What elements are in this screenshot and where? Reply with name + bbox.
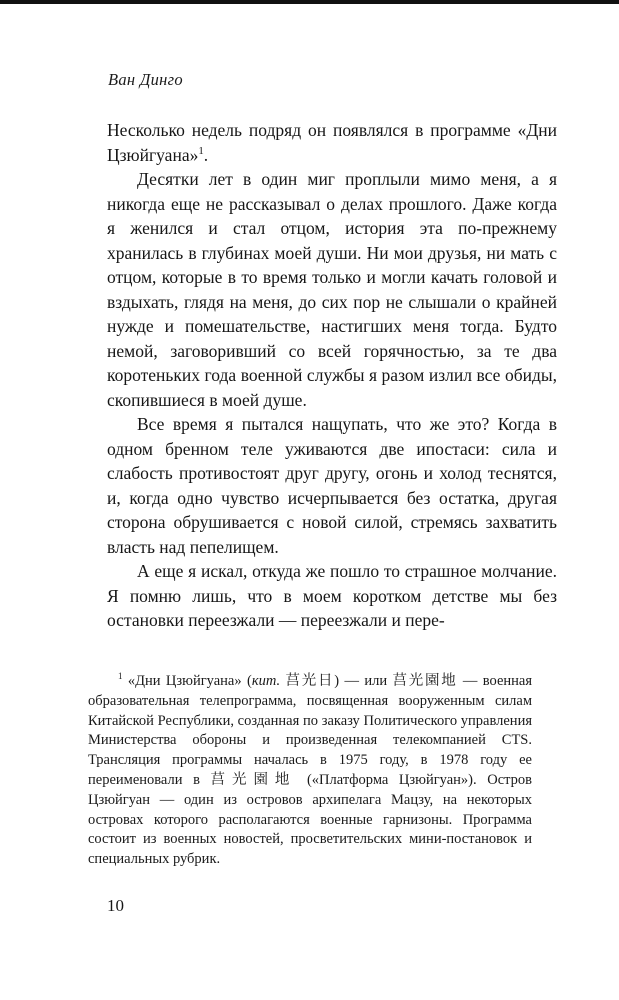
page-top-edge-strip — [0, 0, 619, 4]
paragraph — [107, 118, 557, 167]
paragraph: Десятки лет в один миг проплыли мимо меня, а я никогда еще не рассказывал о делах прошлого. Даже когда я женился и стал отцом, история эта по-прежнему хранилась в глубинах моей души. Ни мои друзья, ни мать с отцом, которые в то время только и могли качать головой и вздыхать, глядя на меня, до сих пор не слышали о крайней нужде и помешательстве, настигших меня тогда. Будто немой, заговоривший со всей горячностью, за те два коротеньких года военной службы я разом излил все обиды, скопившиеся в моей душе. — [107, 169, 557, 410]
footnote-lang-label: кит. — [251, 673, 281, 689]
footnote-text: «Дни Цзюйгуана» ( — [127, 673, 252, 689]
footnote-paragraph — [88, 672, 532, 870]
footnote-reference-marker: 1 — [198, 144, 204, 157]
footnote-number: 1 — [118, 671, 123, 682]
running-header-author: Ван Динго — [108, 70, 183, 89]
page-number: 10 — [107, 896, 124, 915]
paragraph-text: Несколько недель подряд он появлялся в программе «Дни Цзюйгуана» — [107, 120, 557, 165]
paragraph-text: . — [203, 144, 209, 165]
paragraph: А еще я искал, откуда же пошло то страшное молчание. Я помню лишь, что в моем коротком детстве мы без остановки переезжали — переезжали и пере- — [107, 561, 557, 630]
footnote-text: 莒光日) — или 莒光園地 — военная образовательная телепрограмма, посвященная вооруженным силам Китайской Республики, созданная по заказу Политического управления Министерства обороны и произведенная телекомпанией CTS. Трансляция программы началась в 1975 году, в 1978 году ее переименовали в 莒光園地 («Платформа Цзюйгуан»). Остров Цзюйгуан — один из островов архипелага Мацзу, на некоторых островах которого располагаются военные гарнизоны. Программа состоит из военных новостей, просветительских мини-постановок и специальных рубрик. — [88, 673, 533, 868]
main-text-block — [107, 118, 557, 633]
footnote-block — [88, 672, 532, 870]
paragraph: Все время я пытался нащупать, что же это? Когда в одном бренном теле уживаются две ипостаси: сила и слабость противостоят друг другу, огонь и холод теснятся, и, когда одно чувство исчерпывается без остатка, другая сторона обрушивается с новой силой, стремясь захватить власть над пепелищем. — [107, 414, 557, 557]
